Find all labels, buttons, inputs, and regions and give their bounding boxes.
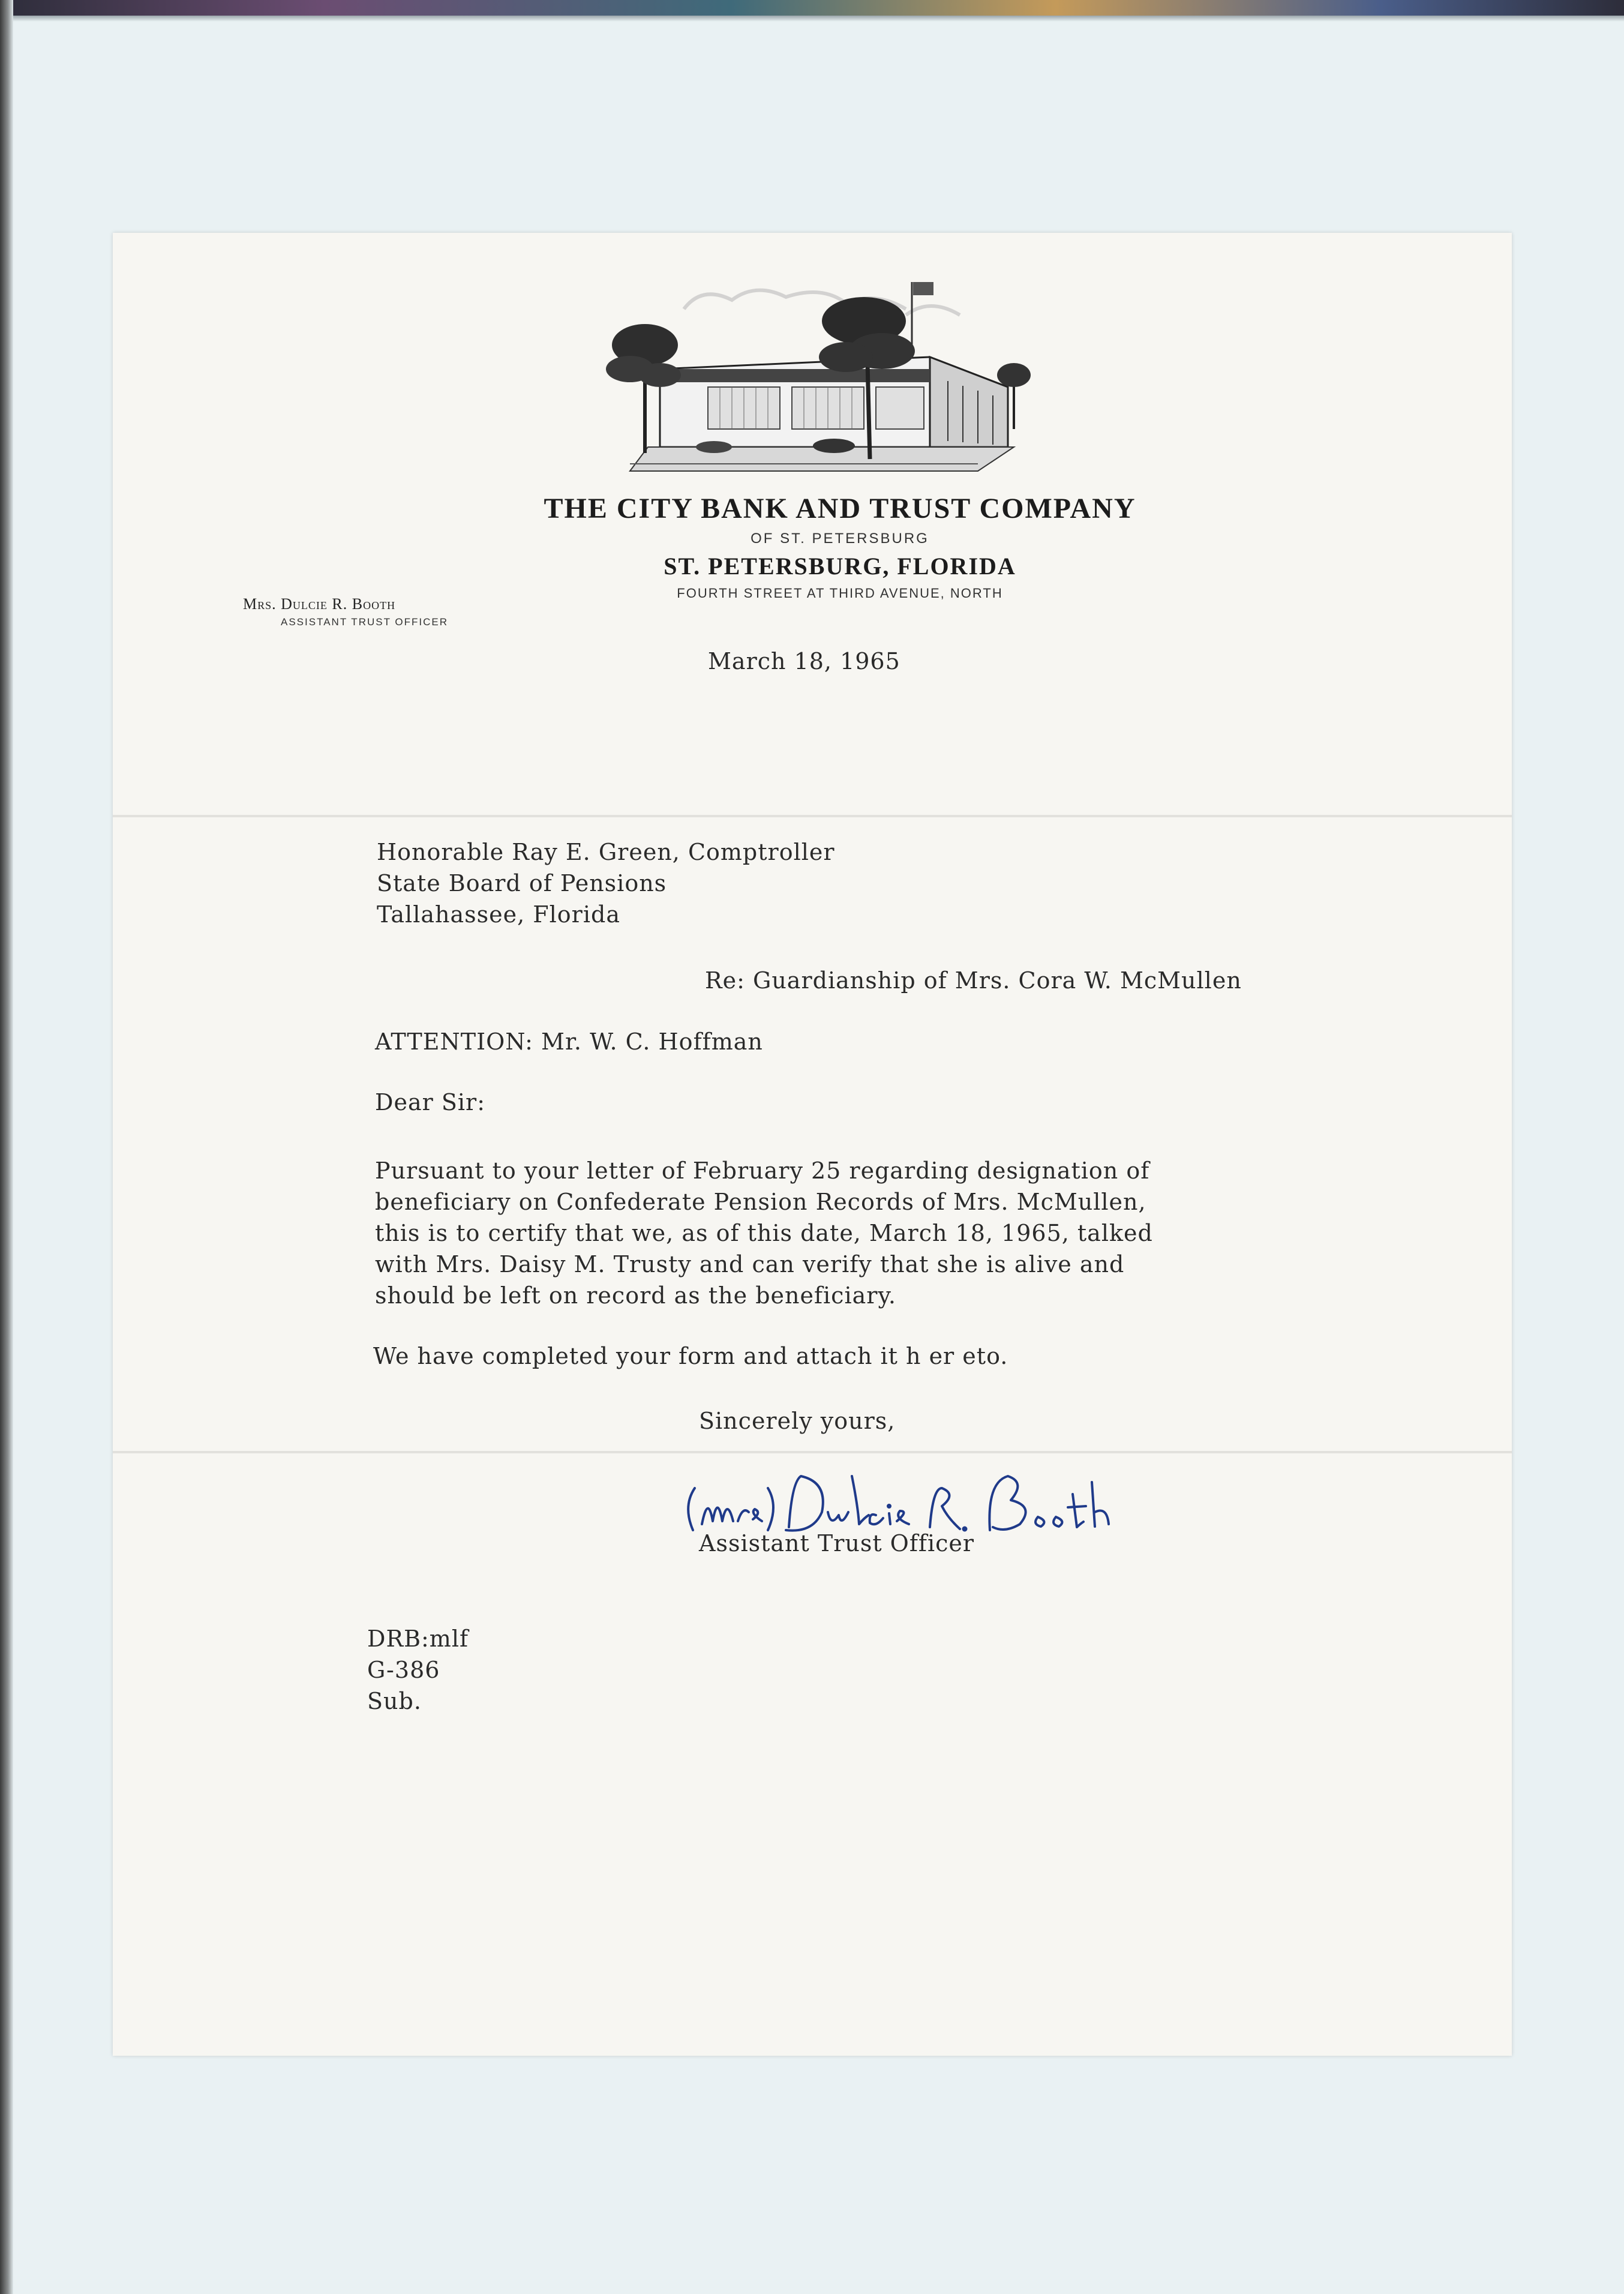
recipient-line: Honorable Ray E. Green, Comptroller [377, 839, 835, 865]
letter-date: March 18, 1965 [708, 648, 900, 674]
closing-paragraph: We have completed your form and attach it h er eto. [373, 1343, 1008, 1369]
body-line: beneficiary on Confederate Pension Records of Mrs. McMullen, [375, 1189, 1146, 1215]
body-line: Pursuant to your letter of February 25 regarding designation of [375, 1158, 1150, 1184]
body-line: with Mrs. Daisy M. Trusty and can verify that she is alive and [375, 1251, 1125, 1278]
bank-building-logo [594, 273, 1032, 477]
scan-top-shadow [0, 16, 1624, 22]
signer-title: Assistant Trust Officer [699, 1530, 975, 1557]
letterhead-officer-title: ASSISTANT TRUST OFFICER [281, 616, 448, 628]
letterhead-officer-name: Mrs. Dulcie R. Booth [243, 595, 396, 613]
bank-name: THE CITY BANK AND TRUST COMPANY [544, 493, 1136, 524]
reference-line: G-386 [367, 1657, 440, 1683]
re-line: Re: Guardianship of Mrs. Cora W. McMullen [705, 967, 1242, 994]
salutation: Dear Sir: [375, 1089, 486, 1115]
recipient-line: State Board of Pensions [377, 870, 667, 896]
paper-fold-line [113, 1451, 1512, 1453]
bank-city: ST. PETERSBURG, FLORIDA [664, 553, 1016, 580]
reference-line: DRB:mlf [367, 1626, 469, 1652]
bank-address: FOURTH STREET AT THIRD AVENUE, NORTH [677, 586, 1003, 601]
body-line: should be left on record as the beneficiary. [375, 1282, 896, 1309]
scan-left-edge [0, 0, 13, 2294]
scan-top-edge [0, 0, 1624, 16]
reference-line: Sub. [367, 1688, 422, 1714]
attention-line: ATTENTION: Mr. W. C. Hoffman [375, 1028, 763, 1055]
recipient-line: Tallahassee, Florida [377, 901, 620, 928]
body-line: this is to certify that we, as of this date, March 18, 1965, talked [375, 1220, 1153, 1246]
paper-fold-line [113, 815, 1512, 817]
bank-subtitle: OF ST. PETERSBURG [751, 530, 929, 547]
closing: Sincerely yours, [699, 1408, 896, 1434]
